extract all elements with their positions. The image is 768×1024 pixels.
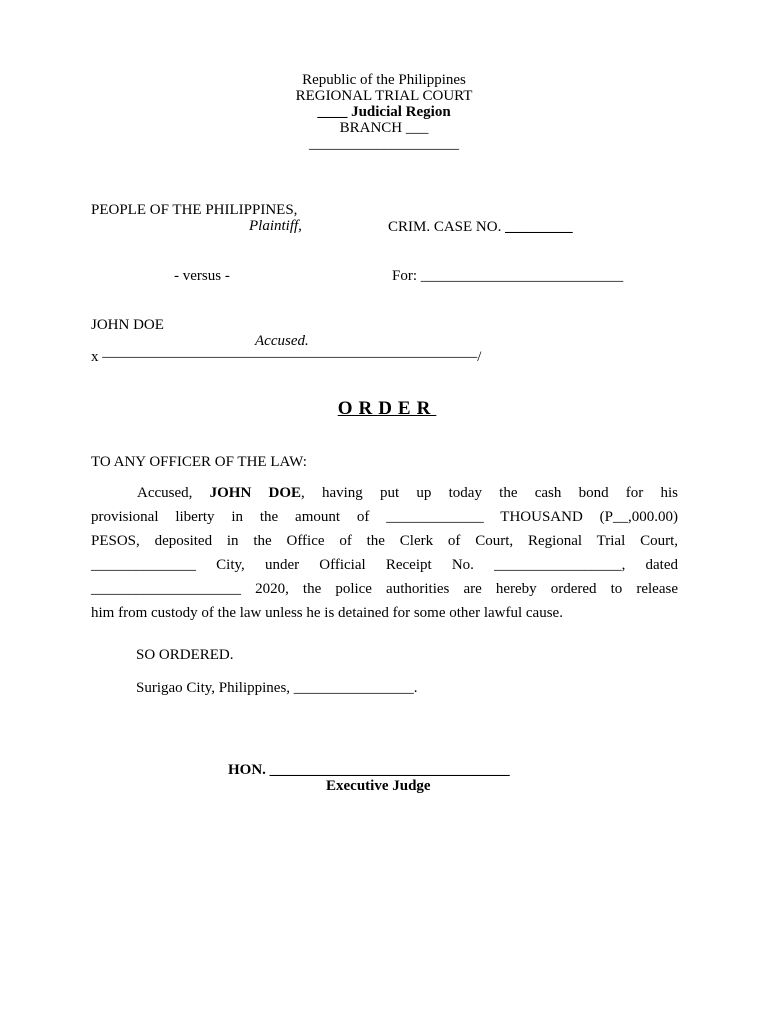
header-republic: Republic of the Philippines [302, 72, 466, 88]
body-line-6: him from custody of the law unless he is detained for some other lawful cause. [91, 605, 563, 621]
case-number [388, 218, 573, 236]
body-line-1-start: Accused, [137, 485, 193, 501]
case-number-label: CRIM. CASE NO. [388, 219, 502, 235]
header-region: ____ Judicial Region [317, 104, 451, 120]
header-court: REGIONAL TRIAL COURT [295, 88, 473, 104]
so-ordered: SO ORDERED. [136, 647, 234, 663]
body-line-3: PESOS, deposited in the Office of the Clerk of Court, Regional Trial Court, [91, 533, 678, 549]
offense-blank: ___________________________ [420, 268, 624, 284]
offense [392, 267, 623, 285]
signature-title: Executive Judge [326, 778, 431, 794]
order-body [91, 481, 678, 625]
body-line-5: ____________________ 2020, the police authorities are hereby ordered to release [91, 581, 678, 597]
plaintiff-name: PEOPLE OF THE PHILIPPINES, [91, 202, 298, 218]
accused-name-bold: JOHN DOE [209, 485, 302, 501]
place-date: Surigao City, Philippines, ________________. [136, 680, 418, 696]
offense-label: For: [392, 268, 418, 284]
document-title [0, 398, 768, 420]
accused-role: Accused. [255, 333, 309, 349]
plaintiff-role: Plaintiff, [249, 218, 302, 234]
signature-line: HON. ________________________________ [228, 762, 510, 778]
accused-name: JOHN DOE [91, 317, 164, 333]
header-branch: BRANCH ___ [339, 120, 429, 136]
body-line-1-end: , having put up today the cash bond for his [301, 485, 678, 501]
header-location-blank: ____________________ [309, 136, 459, 152]
body-line-4: ______________ City, under Official Receipt No. _________________, dated [91, 557, 678, 573]
versus-label: - versus - [174, 268, 230, 284]
salutation: TO ANY OFFICER OF THE LAW: [91, 454, 307, 470]
body-line-2: provisional liberty in the amount of _____________ THOUSAND (P__,000.00) [91, 509, 678, 525]
body-line-1 [91, 481, 678, 505]
caption-divider: x —————————————————————————/ [91, 349, 482, 365]
document-title-text: ORDER [337, 398, 437, 419]
case-number-blank: _________ [505, 219, 573, 235]
